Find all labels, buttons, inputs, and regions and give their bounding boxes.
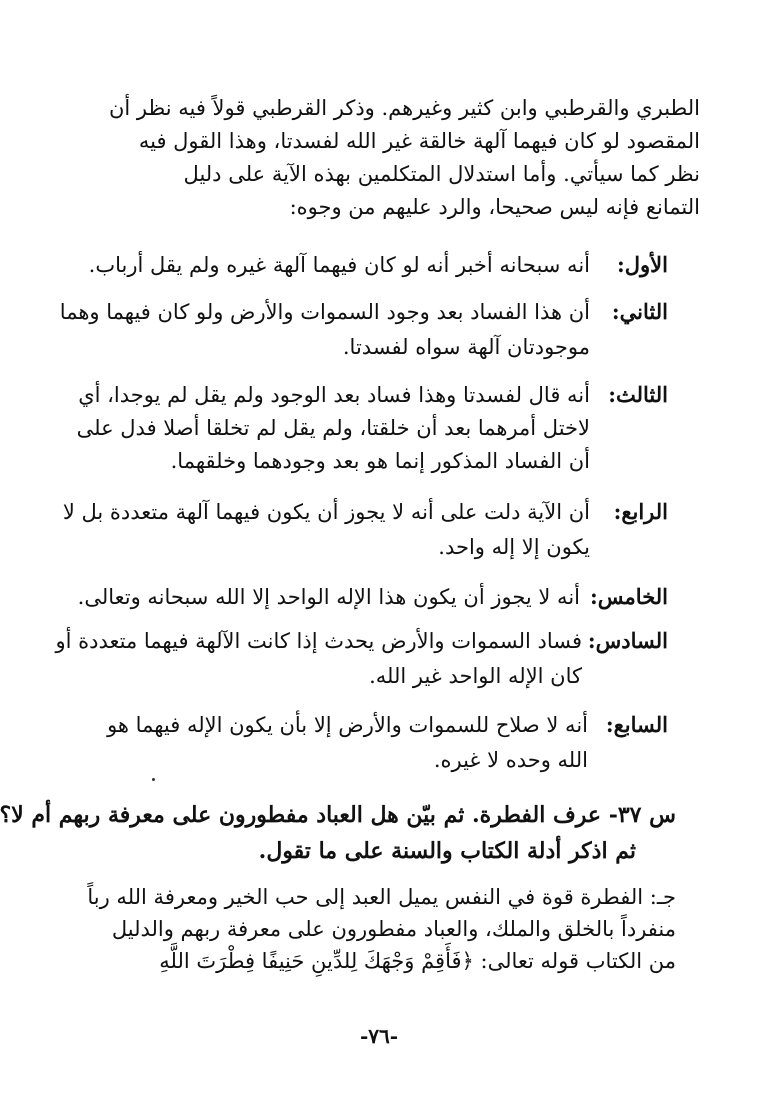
point-text: يكون إلا إله واحد. bbox=[438, 535, 590, 559]
point-text: كان الإله الواحد غير الله. bbox=[369, 664, 582, 688]
answer-line: جـ: الفطرة قوة في النفس يميل العبد إلى حب الخير ومعرفة الله رباً bbox=[87, 885, 676, 909]
intro-line: الطبري والقرطبي وابن كثير وغيرهم. وذكر القرطبي قولاً فيه نظر أن bbox=[108, 96, 700, 120]
point-label: الثالث: bbox=[608, 382, 668, 407]
answer-line: من الكتاب قوله تعالى: ﴿فَأَقِمْ وَجْهَكَ لِلدِّينِ حَنِيفًا فِطْرَتَ اللَّهِ bbox=[159, 949, 676, 973]
point-text: الله وحده لا غيره. bbox=[433, 748, 588, 772]
stray-mark bbox=[152, 778, 155, 781]
point-label: السابع: bbox=[605, 712, 668, 737]
intro-paragraph bbox=[82, 93, 700, 222]
point-text: لاختل أمرهما بعد أن خلقتا، ولم يقل لم تخلقا أصلا فدل على bbox=[76, 416, 590, 440]
point-text: أنه لا يجوز أن يكون هذا الإله الواحد إلا الله سبحانه وتعالى. bbox=[77, 585, 580, 609]
intro-line: المقصود لو كان فيهما آلهة خالقة غير الله لفسدتا، وهذا القول فيه bbox=[138, 129, 700, 153]
question-heading bbox=[0, 799, 676, 867]
point-label: الرابع: bbox=[613, 499, 668, 524]
answer-paragraph bbox=[76, 882, 676, 976]
point-text: أنه سبحانه أخبر أنه لو كان فيهما آلهة غيره ولم يقل أرباب. bbox=[88, 253, 590, 277]
intro-line: التمانع فإنه ليس صحيحا، والرد عليهم من وجوه: bbox=[289, 195, 700, 219]
point-label: الخامس: bbox=[590, 584, 668, 609]
point-text: أنه قال لفسدتا وهذا فساد بعد الوجود ولم يقل لم يوجدا، أي bbox=[78, 383, 590, 407]
point-text: فساد السموات والأرض يحدث إذا كانت الآلهة فيهما متعددة أو bbox=[55, 629, 582, 653]
point-label: السادس: bbox=[587, 628, 668, 653]
point-text: أن الفساد المذكور إنما هو بعد وجودهما وخلقهما. bbox=[170, 449, 590, 473]
point-text: أن الآية دلت على أنه لا يجوز أن يكون فيهما آلهة متعددة بل لا bbox=[62, 500, 590, 524]
question-line: ثم اذكر أدلة الكتاب والسنة على ما تقول. bbox=[258, 838, 636, 864]
answer-line: منفرداً بالخلق والملك، والعباد مفطورون على معرفة ربهم والدليل bbox=[111, 917, 676, 941]
point-text: أنه لا صلاح للسموات والأرض إلا بأن يكون الإله فيهما هو bbox=[107, 713, 588, 737]
page-number: -٧٦- bbox=[359, 1024, 399, 1048]
intro-line: نظر كما سيأتي. وأما استدلال المتكلمين بهذه الآية على دليل bbox=[183, 162, 700, 186]
point-label: الثاني: bbox=[611, 299, 668, 324]
point-text: أن هذا الفساد بعد وجود السموات والأرض ولو كان فيهما وهما bbox=[59, 300, 590, 324]
point-label: الأول: bbox=[617, 252, 668, 277]
point-text: موجودتان آلهة سواه لفسدتا. bbox=[342, 335, 590, 359]
question-line: س ٣٧- عرف الفطرة. ثم بيّن هل العباد مفطورون على معرفة ربهم أم لا؟ bbox=[0, 802, 676, 828]
